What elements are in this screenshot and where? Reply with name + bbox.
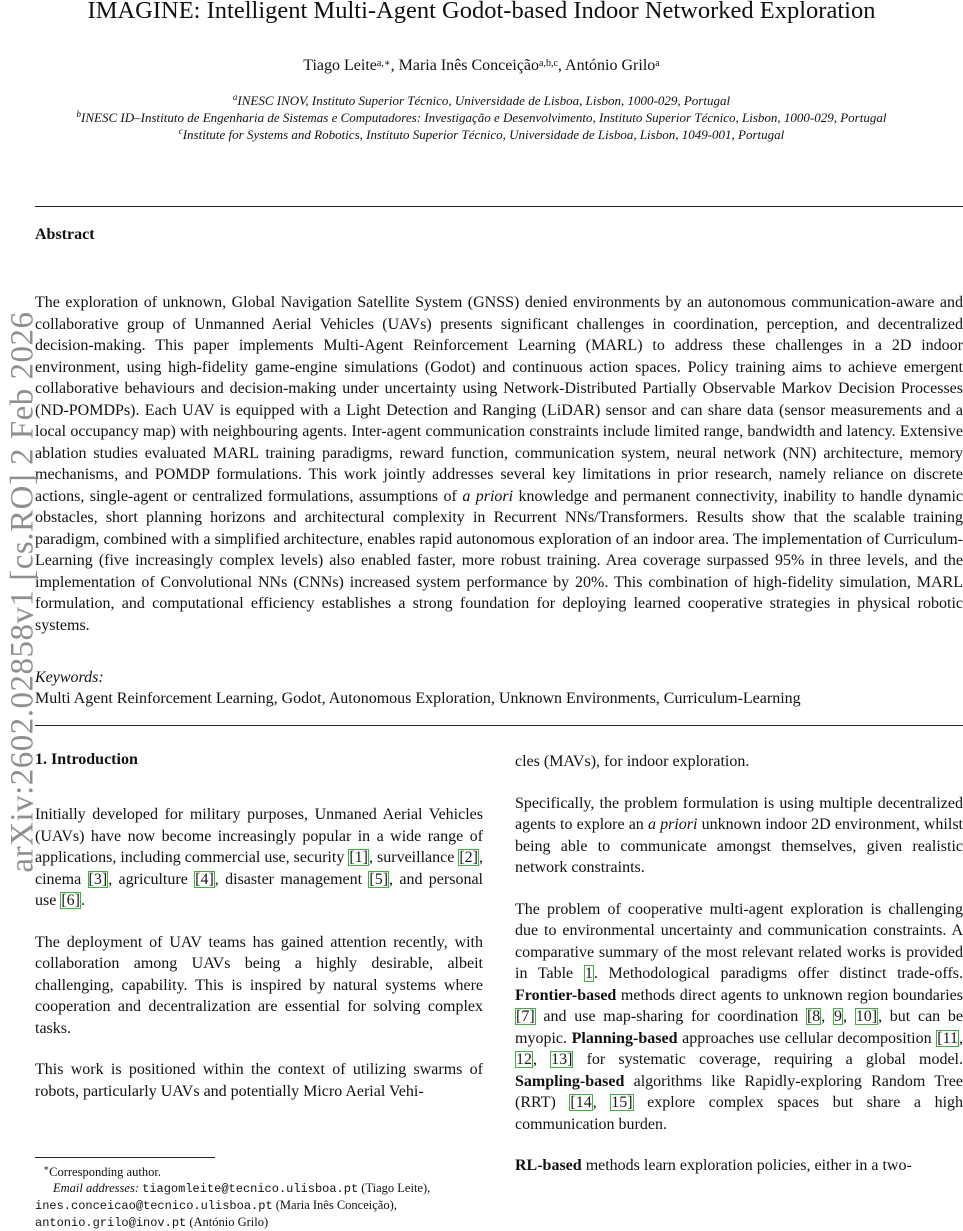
section-heading: 1. Introduction [35,751,138,768]
right-column [515,751,963,1197]
text-run: and use map-sharing for coordination [535,1008,806,1025]
bold-run: Planning-based [571,1029,678,1047]
bold-run: RL-based [515,1157,582,1174]
intro-paragraph: cles (MAVs), for indoor exploration. [515,753,750,770]
text-run: methods direct agents to unknown region boundaries [616,986,963,1004]
text-run: , surveillance [369,849,459,866]
intro-paragraph [35,804,483,912]
citation-link[interactable]: [14 [570,1094,592,1111]
citation-link[interactable]: [4] [195,870,214,888]
email-link[interactable]: antonio.grilo@inov.pt [35,1216,187,1231]
citation-link[interactable]: [11 [937,1029,958,1047]
text-run: . Methodological paradigms offer distinct trade-offs. [593,965,963,982]
arxiv-stamp: arXiv:2602.02858v1 [cs.RO] 2 Feb 2026 [4,311,41,873]
text-run: , [821,1008,834,1025]
text-run: , [959,1029,963,1047]
text-run: Specifically, the problem formulation is using multiple decentralized agents to explore an [515,794,963,833]
table-reference-link[interactable]: 1 [584,965,593,982]
affiliation [0,109,963,126]
text-run: , [592,1094,611,1111]
text-run: , [533,1051,551,1068]
keywords-label: Keywords: [35,669,104,686]
text-run: , disaster management [214,870,369,888]
email-link[interactable]: ines.conceicao@tecnico.ulisboa.pt [35,1199,273,1214]
abstract-heading: Abstract [35,226,95,243]
intro-paragraph [515,793,963,879]
text-run: , agriculture [108,870,195,888]
bold-run: Sampling-based [515,1072,625,1090]
left-column [35,804,483,1122]
affiliation [0,126,963,143]
italic-run: a priori [647,816,698,833]
citation-link[interactable]: 9 [834,1008,843,1025]
author-name: Tiago Leite [303,57,377,74]
author-name: Maria Inês Conceição [398,57,540,74]
text-run: Initially developed for military purposes, Unmaned Aerial Vehicles (UAVs) have now become increasingly popular in a wide range of applications, including commercial use, security [35,806,483,866]
header-divider [35,206,963,207]
affiliation-mark: b [76,109,82,119]
text-run: algorithms like Rapidly-exploring Random Tree (RRT) [515,1072,963,1111]
intro-paragraph: The deployment of UAV teams has gained attention recently, with collaboration among UAVs being a highly desirable, albeit challenging, capability. This is inspired by natural systems where cooperation and decentralization are essential for solving complex tasks. [35,933,483,1037]
text-run: , but can be myopic. [515,1008,963,1047]
citation-link[interactable]: [5] [369,870,389,888]
text-run: . [80,892,85,909]
author-marks: a,b,c [539,58,558,69]
abstract-part: The exploration of unknown, Global Navigation Satellite System (GNSS) denied environments by an autonomous communication-aware and collaborative group of Unmanned Aerial Vehicles (UAVs) presents significant challenges in coordination, perception, and decentralized decision-making. This paper implements Multi-Agent Reinforcement Learning (MARL) to address these challenges in a 2D indoor environment, using high-fidelity game-engine simulations (Godot) and continuous action spaces. Policy training aims to achieve emergent collaborative behaviours and decision-making under uncertainty using Network-Distributed Partially Observable Markov Decision Processes (ND-POMDPs). Each UAV is equipped with a Light Detection and Ranging (LiDAR) sensor and can share data (sensor measurements and a local occupancy map) with neighbouring agents. Inter-agent communication constraints include limited range, bandwidth and latency. Extensive ablation studies evaluated MARL training paradigms, reward function, communication system, neural network (NN) architecture, memory mechanisms, and POMDP formulations. This work jointly addresses several key limitations in prior research, namely reliance on discrete actions, single-agent or centralized formulations, assumptions of [35,294,963,505]
intro-paragraph [515,899,963,1136]
citation-link[interactable]: 10] [855,1008,878,1025]
text-run: , and personal use [35,870,483,909]
citation-link[interactable]: [7] [516,1008,535,1025]
intro-paragraph: This work is positioned within the context of utilizing swarms of robots, particularly UAVs and potentially Micro Aerial Vehi- [35,1061,483,1100]
intro-paragraph [515,1155,963,1177]
corresponding-text: Corresponding author. [49,1165,161,1180]
citation-link[interactable]: [3] [88,870,108,888]
citation-link[interactable]: [2] [459,849,478,866]
email-owner: (Tiago Leite), [361,1181,431,1196]
bold-run: Frontier-based [515,986,617,1004]
affiliation-text: INESC ID–Instituto de Engenharia de Sistemas e Computadores: Investigação e Desenvolvimento, Instituto Superior Técnico, Lisbon, 1000-029, Portugal [81,110,887,125]
footnote-divider [35,1157,215,1158]
paper-title: IMAGINE: Intelligent Multi-Agent Godot-based Indoor Networked Exploration [87,0,876,24]
text-run: explore complex spaces but share a high communication burden. [515,1094,963,1133]
text-run: , cinema [35,849,483,888]
affiliation-text: Institute for Systems and Robotics, Instituto Superior Técnico, Universidade de Lisboa, Lisbon, 1049-001, Portugal [182,127,785,142]
email-owner: (Maria Inês Conceição), [275,1198,397,1213]
abstract-text [35,292,963,636]
affiliation [0,92,963,109]
abstract-divider [35,725,963,726]
text-run: unknown indoor 2D environment, whilst being able to communicate amongst themselves, given realistic network constraints. [515,816,963,876]
text-run: for systematic coverage, requiring a global model. [573,1051,963,1068]
email-owner: (António Grilo) [189,1215,269,1230]
email-line [35,1180,483,1197]
keywords-text: Multi Agent Reinforcement Learning, Godot, Autonomous Exploration, Unknown Environments, Curriculum-Learning [35,690,801,707]
author-marks: a [655,58,660,69]
citation-link[interactable]: [8 [806,1008,821,1025]
citation-link[interactable]: [1] [349,849,368,866]
affiliation-mark: c [178,126,183,136]
abstract-italic: a priori [462,487,514,505]
author-name: António Grilo [565,57,656,74]
citation-link[interactable]: 12 [516,1051,532,1068]
email-label: Email addresses: [53,1181,139,1196]
citation-link[interactable]: 15] [611,1094,633,1111]
footnotes [35,1160,483,1231]
author-marks: a,∗ [376,58,391,69]
citation-link[interactable]: [6] [61,892,80,909]
text-run: The problem of cooperative multi-agent exploration is challenging due to environmental uncertainty and communication constraints. A comparative summary of the most relevant related works is provided in Table [515,900,963,982]
author-list: Tiago Leite$^{a,∗}$, Maria Inês Conceição$^{a,b,c}$, António Grilo$^a$ [303,57,660,74]
abstract-part: knowledge and permanent connectivity, inability to handle dynamic obstacles, short planning horizons and architectural complexity in Recurrent NNs/Transformers. Results show that the scalable training paradigm, combined with a simplified architecture, enables rapid autonomous exploration of an indoor area. The implementation of Curriculum-Learning (five increasingly complex levels) also enabled faster, more robust training. Area coverage surpassed 95% in three levels, and the implementation of Convolutional NNs (CNNs) increased system performance by 20%. This combination of high-fidelity simulation, MARL formulation, and computational efficiency establishes a strong foundation for deploying learned cooperative strategies in physical robotic systems. [35,487,963,634]
email-link[interactable]: tiagomleite@tecnico.ulisboa.pt [142,1182,359,1197]
affiliation-mark: a [232,92,238,102]
affiliation-text: INESC INOV, Instituto Superior Técnico, Universidade de Lisboa, Lisbon, 1000-029, Portugal [237,93,731,108]
text-run: , [843,1008,855,1025]
text-run: approaches use cellular decomposition [677,1029,937,1047]
text-run: methods learn exploration policies, either in a two- [581,1157,912,1174]
citation-link[interactable]: 13] [551,1051,573,1068]
email-line [35,1214,483,1231]
corresponding-note: ∗Corresponding author. [43,1163,161,1180]
